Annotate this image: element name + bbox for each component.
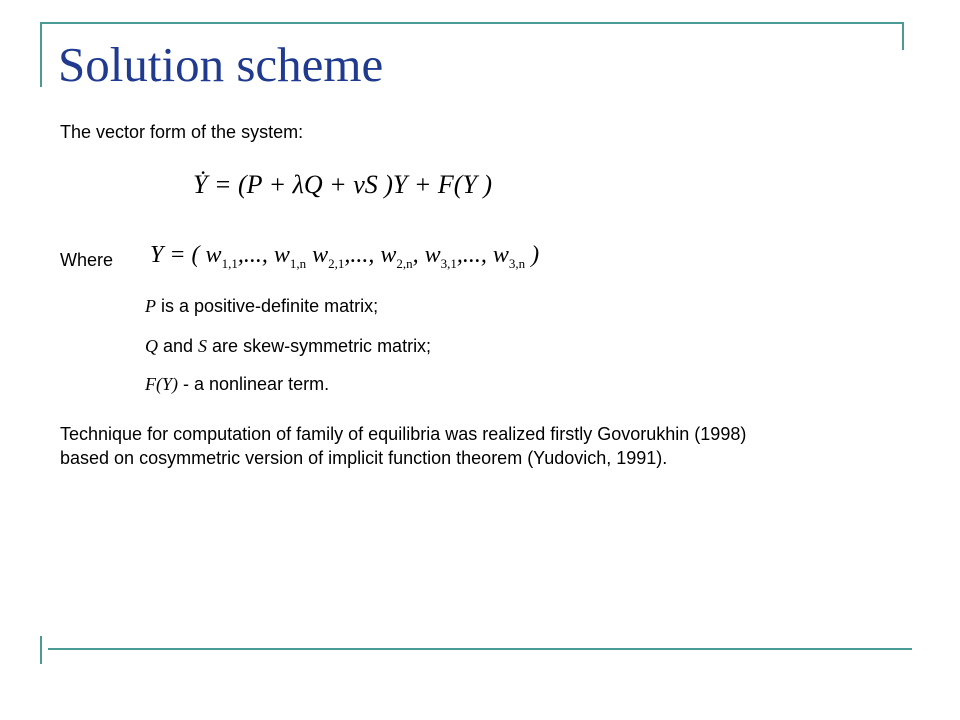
- definition-f: F(Y) - a nonlinear term.: [145, 374, 330, 394]
- y-vector-lhs: Y = (: [150, 242, 200, 268]
- y-term-1: $w_{1,1}$,...,: [205, 242, 268, 271]
- where-label: Where: [60, 250, 114, 270]
- y-term-4: $w_{2,n}$,: [380, 242, 419, 271]
- y-vector-close: ): [531, 242, 540, 268]
- frame-line-left: [40, 22, 42, 87]
- frame-line-top: [40, 22, 904, 24]
- frame-line-bottom: [48, 648, 912, 650]
- technique-paragraph: Technique for computation of family of equilibria was realized firstly Govorukhin (1998) based on cosymmetric version of implicit function theorem (Yudovich, 1991).: [60, 424, 747, 468]
- symbol-s: S: [198, 336, 208, 356]
- slide-title: Solution scheme: [58, 37, 384, 92]
- frame-line-right: [902, 22, 904, 50]
- y-term-3: $w_{2,1}$,...,: [312, 242, 375, 271]
- y-term-5: $w_{3,1}$,...,: [424, 242, 487, 271]
- symbol-q: Q: [145, 336, 158, 356]
- symbol-f: F(Y): [145, 374, 178, 394]
- definition-p: P is a positive-definite matrix;: [145, 296, 379, 316]
- frame-line-bottom-left: [40, 636, 42, 664]
- intro-text: The vector form of the system:: [60, 122, 304, 142]
- main-equation: Ẏ = (P + λQ + νS )Y + F(Y ): [193, 170, 493, 199]
- y-term-6: $w_{3,n}$: [492, 242, 526, 271]
- y-term-2: $w_{1,n}$: [273, 242, 307, 271]
- symbol-p: P: [145, 296, 156, 316]
- y-vector-equation: [150, 242, 539, 272]
- definition-q-s: Q and S are skew-symmetric matrix;: [145, 336, 432, 356]
